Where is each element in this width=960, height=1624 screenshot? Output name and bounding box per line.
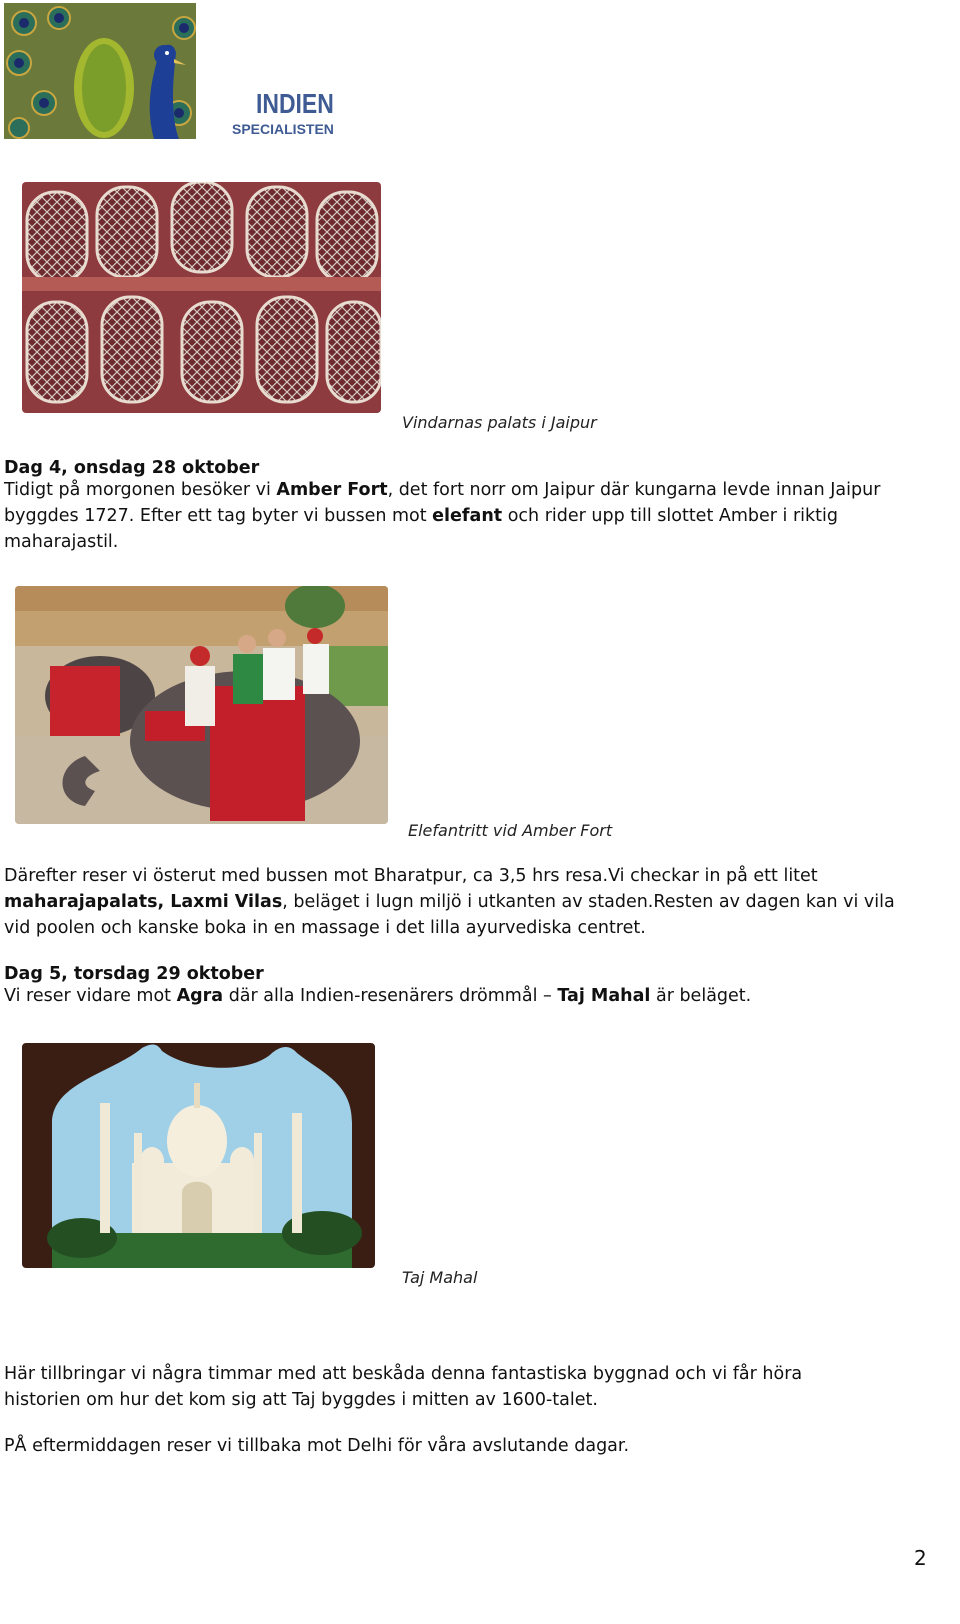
- palace-of-winds-photo: [22, 182, 381, 413]
- taj-mahal-bold: Taj Mahal: [557, 986, 651, 1006]
- agra-bold: Agra: [176, 986, 224, 1006]
- page-number: 2: [914, 1546, 927, 1570]
- day4-paragraph-1: [4, 477, 904, 555]
- taj-mahal-illustration: [22, 1043, 375, 1268]
- day4-text-5: , beläget i lugn miljö i utkanten av staden.Resten av dagen kan vi vila vid poolen och kanske boka in en massage i det lilla ayurvediska centret.: [4, 892, 895, 938]
- elephant-caption: Elefantritt vid Amber Fort: [408, 821, 613, 840]
- day4-text-4: Därefter reser vi österut med bussen mot Bharatpur, ca 3,5 hrs resa.Vi checkar in på ett litet: [4, 866, 818, 886]
- laxmi-vilas-bold: maharajapalats, Laxmi Vilas: [4, 892, 283, 912]
- peacock-logo-image: [4, 3, 196, 139]
- palace-illustration: [22, 182, 381, 413]
- elefant-bold: elefant: [432, 506, 503, 526]
- day5-paragraph-1: [4, 983, 919, 1009]
- palace-caption: Vindarnas palats i Jaipur: [402, 413, 597, 432]
- day5-text-3: är beläget.: [650, 986, 752, 1006]
- elephant-illustration: [15, 586, 388, 824]
- amber-fort-bold: Amber Fort: [276, 480, 388, 500]
- day4-text-1: Tidigt på morgonen besöker vi: [4, 480, 277, 500]
- day5-paragraph-3: PÅ eftermiddagen reser vi tillbaka mot Delhi för våra avslutande dagar.: [4, 1436, 630, 1456]
- day4-heading: Dag 4, onsdag 28 oktober: [4, 458, 260, 478]
- day5-text-1: Vi reser vidare mot: [4, 986, 177, 1006]
- taj-mahal-photo: [22, 1043, 375, 1268]
- day4-paragraph-2: [4, 863, 919, 941]
- day4-text-2: , det fort norr om Jaipur där kungarna levde innan Jaipur byggdes 1727. Efter ett tag byter vi bussen mot: [4, 480, 881, 526]
- logo-indien: INDIEN: [256, 88, 334, 119]
- elephant-ride-photo: [15, 586, 388, 824]
- taj-caption: Taj Mahal: [402, 1268, 478, 1287]
- peacock-illustration: [4, 3, 196, 139]
- day5-heading: Dag 5, torsdag 29 oktober: [4, 964, 264, 984]
- day4-text-3: och rider upp till slottet Amber i riktig maharajastil.: [4, 506, 838, 552]
- day5-text-2: där alla Indien-resenärers drömmål –: [223, 986, 558, 1006]
- day5-paragraph-2: Här tillbringar vi några timmar med att beskåda denna fantastiska byggnad och vi får höra historien om hur det kom sig att Taj byggdes i mitten av 1600-talet.: [4, 1364, 803, 1410]
- logo-specialisten: SPECIALISTEN: [232, 121, 334, 137]
